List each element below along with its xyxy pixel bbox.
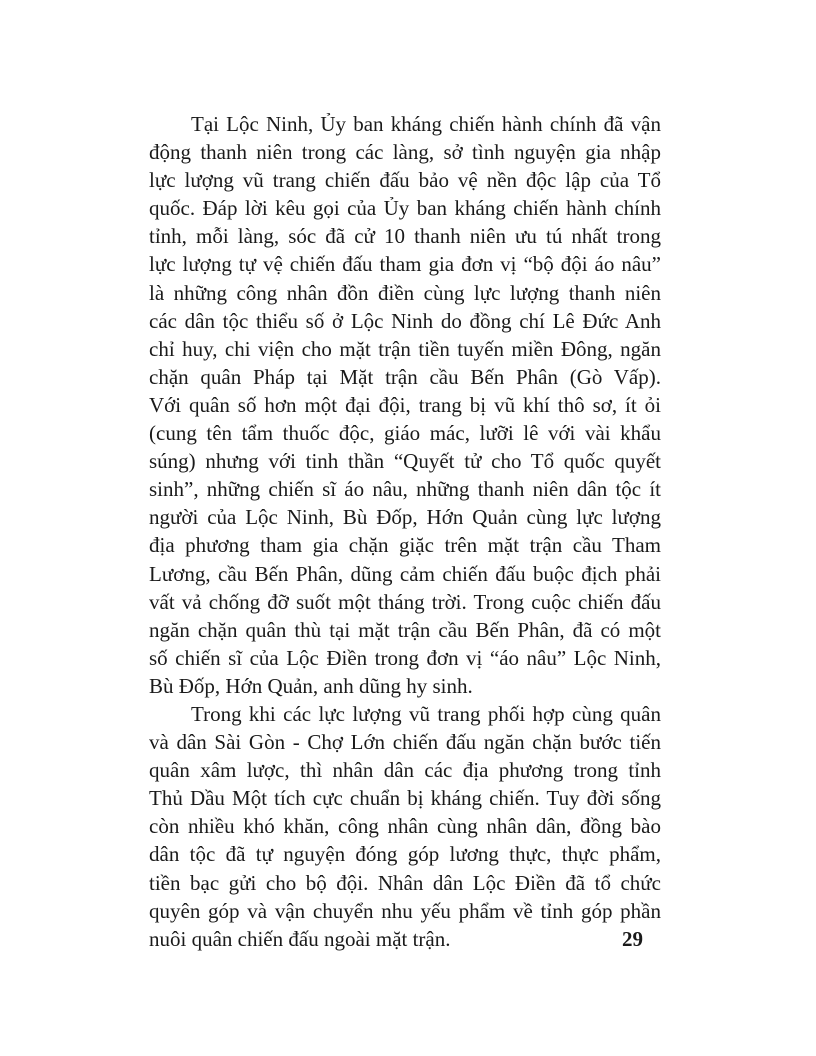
text-line: còn nhiều khó khăn, công nhân cùng nhân dân, đồng bào — [149, 814, 661, 839]
text-line: quyên góp và vận chuyển nhu yếu phẩm về tỉnh góp phần — [149, 898, 661, 923]
text-line: động thanh niên trong các làng, sở tình nguyện gia nhập — [149, 140, 661, 165]
text-line: Tại Lộc Ninh, Ủy ban kháng chiến hành chính đã vận — [191, 112, 661, 136]
text-line: Lương, cầu Bến Phân, dũng cảm chiến đấu buộc địch phải — [149, 561, 661, 586]
text-line: tỉnh, mỗi làng, sóc đã cử 10 thanh niên ưu tú nhất trong — [149, 224, 661, 249]
text-line: dân tộc đã tự nguyện đóng góp lương thực, thực phẩm, — [149, 842, 661, 867]
text-line: lực lượng tự vệ chiến đấu tham gia đơn vị “bộ đội áo nâu” — [149, 252, 661, 277]
text-line: quân xâm lược, thì nhân dân các địa phương trong tỉnh — [149, 758, 661, 783]
paragraph — [149, 700, 661, 953]
text-line: sinh”, những chiến sĩ áo nâu, những thanh niên dân tộc ít — [149, 477, 661, 502]
text-line: Với quân số hơn một đại đội, trang bị vũ khí thô sơ, ít ỏi — [149, 392, 661, 417]
text-line: Trong khi các lực lượng vũ trang phối hợp cùng quân — [191, 701, 661, 726]
text-line: địa phương tham gia chặn giặc trên mặt trận cầu Tham — [149, 533, 661, 558]
text-line: nuôi quân chiến đấu ngoài mặt trận. — [149, 926, 451, 951]
text-line: chặn quân Pháp tại Mặt trận cầu Bến Phân (Gò Vấp). — [149, 364, 661, 389]
text-line: quốc. Đáp lời kêu gọi của Ủy ban kháng chiến hành chính — [149, 196, 661, 221]
text-line: chỉ huy, chi viện cho mặt trận tiền tuyến miền Đông, ngăn — [149, 336, 661, 361]
text-line: các dân tộc thiểu số ở Lộc Ninh do đồng chí Lê Đức Anh — [149, 308, 661, 333]
text-line: Thủ Dầu Một tích cực chuẩn bị kháng chiến. Tuy đời sống — [149, 786, 661, 811]
page-number: 29 — [622, 927, 643, 951]
text-line: súng) nhưng với tinh thần “Quyết tử cho Tổ quốc quyết — [149, 449, 661, 474]
text-line: người của Lộc Ninh, Bù Đốp, Hớn Quản cùng lực lượng — [149, 505, 661, 530]
text-line: số chiến sĩ của Lộc Điền trong đơn vị “áo nâu” Lộc Ninh, — [149, 645, 661, 670]
text-line: tiền bạc gửi cho bộ đội. Nhân dân Lộc Điền đã tổ chức — [149, 870, 661, 895]
text-line: là những công nhân đồn điền cùng lực lượng thanh niên — [149, 280, 661, 305]
text-line: lực lượng vũ trang chiến đấu bảo vệ nền độc lập của Tổ — [149, 168, 661, 193]
paragraph — [149, 110, 661, 700]
text-line: (cung tên tẩm thuốc độc, giáo mác, lưỡi lê với vài khẩu — [149, 421, 661, 446]
text-line: vất vả chống đỡ suốt một tháng trời. Trong cuộc chiến đấu — [149, 589, 661, 614]
body-text — [149, 110, 661, 953]
text-line: và dân Sài Gòn - Chợ Lớn chiến đấu ngăn chặn bước tiến — [149, 730, 661, 755]
text-line: Bù Đốp, Hớn Quản, anh dũng hy sinh. — [149, 673, 473, 698]
text-line: ngăn chặn quân thù tại mặt trận cầu Bến Phân, đã có một — [149, 617, 661, 642]
